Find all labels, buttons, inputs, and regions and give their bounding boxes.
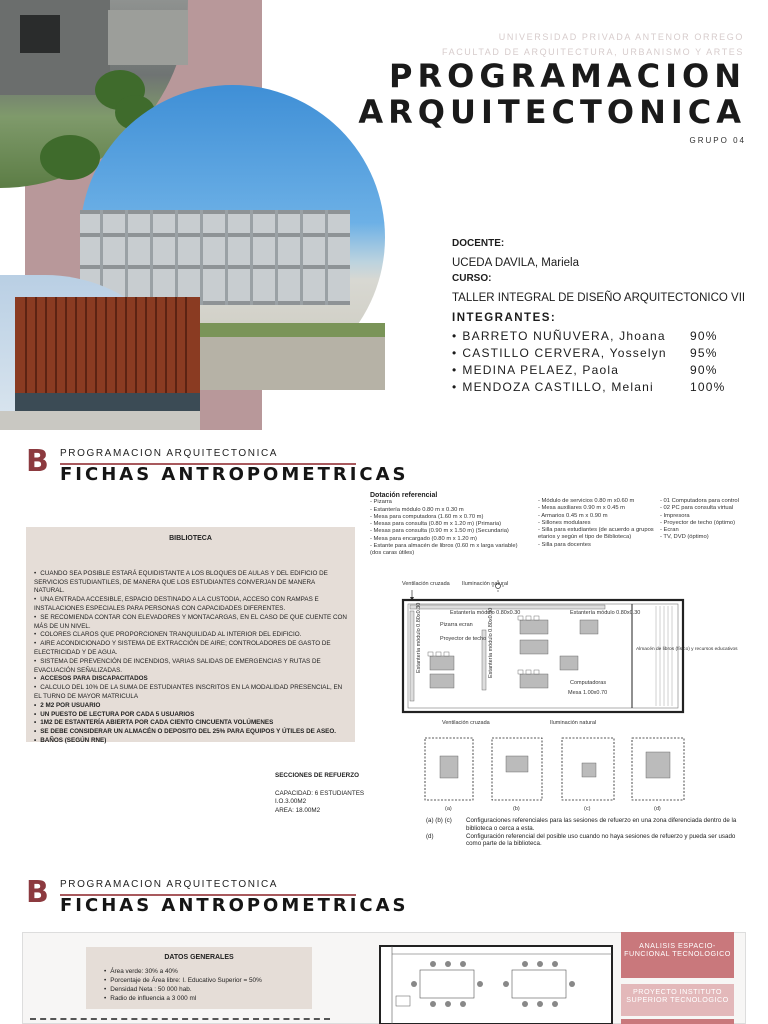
- university-name: UNIVERSIDAD PRIVADA ANTENOR ORREGO: [498, 32, 744, 42]
- list-item: - Ecran: [660, 527, 679, 534]
- tag-next: [621, 1019, 734, 1024]
- section-letter: B: [26, 444, 49, 479]
- refuerzo-line: AREA: 18.00M2: [275, 806, 321, 814]
- integrantes-label: INTEGRANTES:: [452, 312, 557, 324]
- biblioteca-box: [26, 527, 355, 742]
- list-item: • UNA ENTRADA ACCESIBLE, ESPACIO DESTINADO A LA CUSTODIA, ACCESO CON RAMPAS E INSTALACIONES ESPECIALES PARA PERSONAS CON CAPACIDADES DIFERENTES.: [34, 596, 347, 614]
- plan-captions: [426, 817, 746, 848]
- list-item: • Porcentaje de Área libre: I. Educativo Superior = 50%: [104, 976, 302, 985]
- list-item: • CUANDO SEA POSIBLE ESTARÁ EQUIDISTANTE A LOS BLOQUES DE AULAS Y DEL EDIFICIO DE SERVICIOS ESTUDIANTILES, DE MANERA QUE LOS ESTUDIANTES CONVERJAN DE MANERA NATURAL.: [34, 570, 347, 596]
- refuerzo-line: I.O.3.00M2: [275, 798, 307, 805]
- list-item: • 2 M2 POR USUARIO: [34, 702, 347, 711]
- plan-label: Computadoras: [570, 680, 607, 686]
- caption-key: (a) (b) (c): [426, 817, 452, 824]
- list-item: - TV, DVD (óptimo): [660, 534, 709, 541]
- list-item: • Radio de influencia a 3 000 ml: [104, 994, 302, 1003]
- title-line-2: ARQUITECTONICA: [358, 93, 746, 131]
- section-subtitle: PROGRAMACION ARQUITECTONICA: [60, 448, 279, 459]
- refuerzo-block: [275, 772, 364, 815]
- refuerzo-title: SECCIONES DE REFUERZO: [275, 772, 359, 779]
- list-item: - Mesas para consulta (0.80 m x 1.20 m) (Primaria): [370, 521, 502, 528]
- members-list: [452, 328, 752, 396]
- cover-page: [0, 0, 768, 430]
- sub-label: (c): [584, 806, 591, 812]
- section-header-2: [26, 875, 746, 925]
- member-name: • MEDINA PELAEZ, Paola: [452, 362, 690, 379]
- list-item: - Silla para estudiantes (de acuerdo a grupos etarios y según el tipo de Biblioteca): [538, 527, 654, 541]
- member-pct: 90%: [690, 363, 718, 377]
- section-title: FICHAS ANTROPOMETRICAS: [60, 895, 409, 916]
- university-heading: [442, 30, 744, 60]
- sub-label: (d): [654, 806, 661, 812]
- list-item: • BAÑOS (SEGÚN RNE): [34, 737, 347, 746]
- list-item: - Módulo de servicios 0.80 m x0.60 m: [538, 498, 635, 504]
- tag-proyecto: PROYECTO INSTITUTO SUPERIOR TECNOLOGICO: [621, 984, 734, 1016]
- section-title: FICHAS ANTROPOMETRICAS: [60, 464, 409, 485]
- list-item: • Área verde: 30% a 40%: [104, 967, 302, 976]
- wood-building-photo: [0, 275, 200, 430]
- list-item: - Pizarra: [370, 499, 392, 506]
- caption-row: [426, 833, 746, 849]
- list-item: • SE DEBE CONSIDERAR UN ALMACÉN O DEPOSITO DEL 25% PARA EQUIPOS Y ÚTILES DE ASEO.: [34, 728, 347, 737]
- list-item: - Armarios 0.45 m x 0.90 m: [538, 512, 608, 519]
- plan-label: Estantería módulo 0.80x0.30: [450, 610, 521, 616]
- member-name: • BARRETO NUÑUVERA, Jhoana: [452, 328, 690, 345]
- list-item: - Mesa auxiliares 0.90 m x 0.45 m: [538, 505, 625, 512]
- list-item: • COLORES CLAROS QUE PROPORCIONEN TRANQUILIDAD AL INTERIOR DEL EDIFICIO.: [34, 631, 347, 640]
- curso-label: CURSO:: [452, 273, 492, 284]
- datos-list: [96, 967, 302, 1003]
- caption-key: (d): [426, 832, 434, 840]
- list-item: • AIRE ACONDICIONADO Y SISTEMA DE EXTRACCIÓN DE AIRE; CONTROLADORES DE GASTO DE ELECTRICIDAD Y DE AGUA.: [34, 640, 347, 658]
- dotacion-title: Dotación referencial: [370, 492, 438, 499]
- sub-label: (b): [513, 806, 520, 812]
- plan-label: Estantería módulo 0.80x0.30: [488, 607, 494, 678]
- plan-label: Iluminación natural: [550, 720, 597, 726]
- caption-text: Configuración referencial del posible uso cuando no haya sesiones de refuerzo y pueda ser usado como parte de la biblioteca.: [466, 832, 736, 848]
- dashed-divider: [30, 1018, 330, 1020]
- page-title: [358, 58, 746, 130]
- faculty-name: FACULTAD DE ARQUITECTURA, URBANISMO Y ARTES: [441, 47, 744, 57]
- section-subtitle: PROGRAMACION ARQUITECTONICA: [60, 879, 279, 890]
- member-name: • CASTILLO CERVERA, Yosselyn: [452, 345, 690, 362]
- member-row: [452, 362, 752, 379]
- member-name: • MENDOZA CASTILLO, Melani: [452, 379, 690, 396]
- list-item: • 1M2 DE ESTANTERÍA ABIERTA POR CADA CIENTO CINCUENTA VOLÚMENES: [34, 719, 347, 728]
- plan-label: Ventilación cruzada: [442, 720, 490, 726]
- member-row: [452, 328, 752, 345]
- list-item: - Impresora: [660, 512, 690, 519]
- list-item: - 01 Computadora para control: [660, 498, 739, 504]
- list-item: - Sillones modulares: [538, 519, 591, 526]
- tag-analisis: ANALISIS ESPACIO- FUNCIONAL TECNOLOGICO: [621, 932, 734, 978]
- caption-row: [426, 817, 746, 833]
- list-item: • SISTEMA DE PREVENCIÓN DE INCENDIOS, VARIAS SALIDAS DE EMERGENCIAS Y RUTAS DE EVACUACIÓN SEÑALIZADAS.: [34, 658, 347, 676]
- title-line-1: PROGRAMACION: [389, 57, 746, 95]
- curso-value: TALLER INTEGRAL DE DISEÑO ARQUITECTONICO VII: [452, 292, 746, 304]
- datos-generales-box: [86, 947, 312, 1009]
- biblioteca-title: BIBLIOTECA: [169, 535, 212, 542]
- dotacion-col-2: [538, 498, 658, 549]
- plan-label: Almacén de libros (físico) y recursos educativos: [636, 647, 738, 652]
- sub-label: (a): [445, 806, 452, 812]
- cover-info: [452, 236, 752, 396]
- docente-value: UCEDA DAVILA, Mariela: [452, 257, 579, 269]
- plan-label: Mesa 1.00x0.70: [568, 690, 608, 696]
- section-letter: B: [26, 875, 49, 910]
- list-item: • UN PUESTO DE LECTURA POR CADA 5 USUARIOS: [34, 711, 347, 720]
- member-row: [452, 345, 752, 362]
- list-item: • SE RECOMIENDA CONTAR CON ELEVADORES Y MONTACARGAS, EN EL CASO DE QUE CUENTE CON MÁS DE UN NIVEL.: [34, 614, 347, 632]
- list-item: - Proyector de techo (óptimo): [660, 519, 736, 526]
- list-item: - Estantería módulo 0.80 m x 0.30 m: [370, 506, 464, 513]
- member-row: [452, 379, 752, 396]
- list-item: - 02 PC para consulta virtual: [660, 505, 734, 512]
- list-item: • Densidad Neta : 50 000 hab.: [104, 985, 302, 994]
- member-pct: 90%: [690, 329, 718, 343]
- dotacion-col-3: [660, 498, 760, 542]
- list-item: - Mesa para encargado (0.80 m x 1.20 m): [370, 535, 477, 542]
- plan-label: Estantería módulo 0.80x0.30: [570, 610, 641, 616]
- library-floor-plan: [370, 578, 738, 818]
- list-item: - Mesa para computadora (1.60 m x 0.70 m): [370, 513, 484, 520]
- reinforcement-configs: [425, 738, 684, 800]
- caption-text: Configuraciones referenciales para las sesiones de refuerzo en una zona diferenciada dentro de la biblioteca o cerca a esta.: [466, 817, 737, 832]
- plan-label: Ventilación cruzada: [402, 581, 450, 587]
- list-item: - Mesas para consulta (0.90 m x 1.50 m) (Secundaria): [370, 528, 509, 535]
- datos-title: DATOS GENERALES: [164, 954, 234, 961]
- list-item: • ACCESOS PARA DISCAPACITADOS: [34, 675, 347, 684]
- list-item: - Silla para docentes: [538, 541, 591, 548]
- member-pct: 100%: [690, 380, 726, 394]
- biblioteca-list: [34, 570, 347, 746]
- list-item: - Estante para almacén de libros (0.60 m x larga variable) (dos caras útiles): [370, 543, 518, 557]
- classroom-floor-plan: [378, 940, 614, 1024]
- group-label: GRUPO 04: [689, 136, 746, 145]
- plan-label: Estantería módulo 0.80x0.30: [416, 602, 422, 673]
- docente-label: DOCENTE:: [452, 238, 505, 249]
- plan-label: Proyector de techo: [440, 636, 487, 642]
- plan-label: Iluminación natural: [462, 581, 509, 587]
- dotacion-col-1: [370, 492, 530, 558]
- refuerzo-line: CAPACIDAD: 6 ESTUDIANTES: [275, 789, 365, 797]
- member-pct: 95%: [690, 346, 718, 360]
- plan-label: Pizarra ecran: [440, 622, 473, 628]
- list-item: • CALCULO DEL 10% DE LA SUMA DE ESTUDIANTES INSCRITOS EN LA MODALIDAD PRESENCIAL, EN EL TURNO DE MAYOR MATRICULA: [34, 684, 347, 702]
- section-header-1: [26, 444, 746, 494]
